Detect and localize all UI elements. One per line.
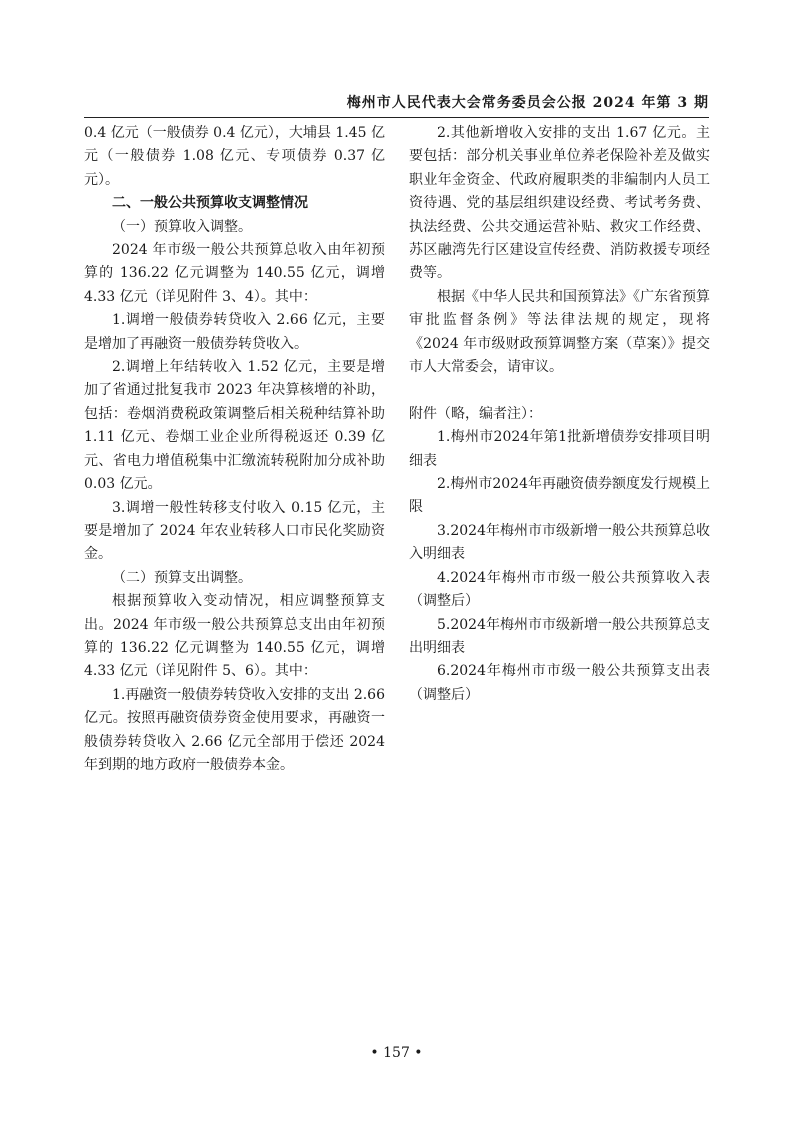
- attachment-item-5: 5.2024年梅州市市级新增一般公共预算总支出明细表: [409, 616, 710, 656]
- paragraph-revenue-item-2: 2.调增上年结转收入 1.52 亿元，主要是增加了省通过批复我市 2023 年决算核增的补助，包括：卷烟消费税政策调整后相关税种结算补助 1.11 亿元、卷烟工业企业所得税返还 0.39 亿元、省电力增值税集中汇缴流转税附加分成补助 0.03 亿元。: [84, 359, 385, 493]
- paragraph-expenditure-item-2: 2.其他新增收入安排的支出 1.67 亿元。主要包括：部分机关事业单位养老保险补差及做实职业年金资金、代政府履职类的非编制内人员工资待遇、党的基层组织建设经费、考试考务费、执法经费、公共交通运营补贴、救灾工作经费、苏区融湾先行区建设宣传经费、消防救援专项经费等。: [409, 125, 710, 282]
- subsection-heading-expenditure: （二）预算支出调整。: [112, 569, 252, 586]
- header-divider: [84, 117, 709, 118]
- left-column: [84, 122, 385, 777]
- attachment-item-6: 6.2024年梅州市市级一般公共预算支出表（调整后）: [409, 663, 710, 703]
- attachment-item-2: 2.梅州市2024年再融资债券额度发行规模上限: [409, 476, 710, 516]
- paragraph-legal-basis: 根据《中华人民共和国预算法》《广东省预算审批监督条例》等法律法规的规定，现将《2024 年市级财政预算调整方案（草案）》提交市人大常委会，请审议。: [409, 288, 710, 376]
- paragraph-expenditure-total: 根据预算收入变动情况，相应调整预算支出。2024 年市级一般公共预算总支出由年初预算的 136.22 亿元调整为 140.55 亿元，调增 4.33 亿元（详见附件 5、6）。其中：: [84, 593, 385, 680]
- attachment-item-4: 4.2024年梅州市市级一般公共预算收入表（调整后）: [409, 569, 710, 610]
- spacer: [409, 379, 710, 402]
- paragraph-continuation: 0.4 亿元（一般债券 0.4 亿元），大埔县 1.45 亿元（一般债券 1.08 亿元、专项债券 0.37 亿元）。: [84, 125, 385, 188]
- subsection-heading-revenue: （一）预算收入调整。: [112, 218, 252, 235]
- section-heading: 二、一般公共预算收支调整情况: [112, 195, 308, 212]
- attachment-item-3: 3.2024年梅州市市级新增一般公共预算总收入明细表: [409, 522, 710, 563]
- paragraph-revenue-item-3: 3.调增一般性转移支付收入 0.15 亿元，主要是增加了 2024 年农业转移人口市民化奖励资金。: [84, 499, 385, 563]
- page-number: • 157 •: [370, 1045, 423, 1061]
- journal-header: 梅州市人民代表大会常务委员会公报 2024 年第 3 期: [346, 95, 709, 111]
- paragraph-expenditure-item-1: 1.再融资一般债券转贷收入安排的支出 2.66 亿元。按照再融资债券资金使用要求，再融资一般债券转贷收入 2.66 亿元全部用于偿还 2024 年到期的地方政府一般债券本金。: [84, 686, 385, 773]
- attachments-heading: 附件（略，编者注）：: [409, 405, 542, 422]
- attachment-item-1: 1.梅州市2024年第1批新增债券安排项目明细表: [409, 429, 710, 469]
- paragraph-revenue-total: 2024 年市级一般公共预算总收入由年初预算的 136.22 亿元调整为 140.55 亿元，调增 4.33 亿元（详见附件 3、4）。其中：: [84, 242, 385, 305]
- paragraph-revenue-item-1: 1.调增一般债券转贷收入 2.66 亿元，主要是增加了再融资一般债券转贷收入。: [84, 312, 385, 352]
- right-column: [409, 122, 710, 707]
